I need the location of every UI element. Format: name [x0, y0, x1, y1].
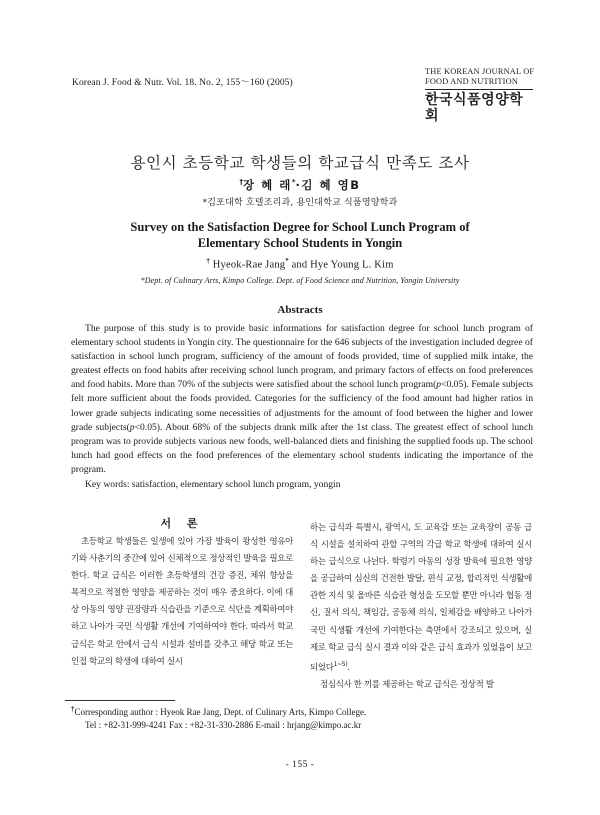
abstract-body: [71, 322, 533, 477]
masthead-rule: [425, 89, 533, 90]
footnote-line1: [71, 703, 366, 719]
citation-header: Korean J. Food & Nutr. Vol. 18. No. 2, 155～160 (2005): [72, 78, 293, 88]
title-english: [60, 219, 540, 251]
journal-masthead: [425, 67, 537, 124]
author-separator: ·: [295, 178, 302, 192]
title-english-line2: Elementary School Students in Yongin: [197, 236, 403, 250]
footnote: [71, 703, 366, 732]
author-1-en: Hyeok-Rae Jang: [212, 259, 286, 271]
journal-name-line1: THE KOREAN JOURNAL OF: [425, 67, 535, 76]
corresponding-mark: †: [239, 178, 243, 187]
body-column-left: [71, 533, 293, 670]
author-2: 김 혜 영B: [301, 178, 361, 192]
footnote-author: Corresponding author : Hyeok Rae Jang, Dept. of Culinary Arts, Kimpo College.: [74, 707, 367, 717]
p-symbol: p: [436, 379, 442, 391]
journal-name-korean: 한국식품영양학회: [425, 92, 524, 124]
intro-paragraph-2: 점심식사 한 끼를 제공하는 학교 급식은 정상적 발: [320, 678, 494, 689]
footnote-mark: †: [71, 705, 75, 713]
introduction-heading: 서 론: [160, 517, 204, 530]
abstract-heading: Abstracts: [277, 304, 323, 316]
abstract-part2: <0.05). Female subjects felt more sufficient about the foods provided. Categories for the sufficiency of the food amount had higher ratios in lower grade subjects indicating some necessities of adjustments for the amount of food between the higher and lower grade subjects(: [71, 379, 533, 433]
affiliation-korean: *김포대학 호텔조리과, 용인대학교 식품영양학과: [202, 198, 398, 208]
title-korean: 용인시 초등학교 학생들의 학교급식 만족도 조사: [130, 154, 470, 172]
footnote-rule: [65, 700, 175, 701]
intro-paragraph-1-cont: [310, 519, 532, 676]
abstract-part1: The purpose of this study is to provide basic informations for satisfaction degree for school lunch program of elementary school students in Yongin city. The questionnaire for the 646 subjects of the investigation included degree of satisfaction in school lunch program, sufficiency of the amount of foods provided, time of supplied milk intake, the greatest effects on food habits after receiving school lunch program, and primary factors of effects on food preferences and food habits. More than 70% of the subjects were satisfied about the school lunch program(: [71, 323, 533, 391]
keywords: Key words: satisfaction, elementary school lunch program, yongin: [85, 479, 341, 490]
affiliation-mark: *: [291, 178, 296, 187]
corresponding-mark-en: †: [206, 257, 210, 265]
p-symbol: p: [129, 421, 135, 433]
body-column-right: [310, 519, 532, 693]
sentence-end: .: [347, 661, 350, 672]
footnote-line2: Tel : +82-31-999-4241 Fax : +82-31-330-2886 E-mail : hrjang@kimpo.ac.kr: [85, 720, 362, 730]
affiliation-mark-en: *: [285, 257, 289, 265]
intro-paragraph-1-cont-text: 하는 급식과 특별시, 광역시, 도 교육감 또는 교육장이 공동 급식 시설을 설치하여 관할 구역의 각급 학교 학생에 대하여 실시하는 급식으로 나뉜다. 학령기 아동의 성장 발육에 필요한 영양을 공급하여 심신의 건전한 발달, 편식 교정, 합리적인 식생활에 관한 지식 및 올바른 식습관 형성을 도모할 뿐만 아니라 협동 정신, 질서 의식, 책임감, 공동체 의식, 일체감을 배양하고 나아가 국민 식생활 개선에 기여한다는 측면에서 강조되고 있으며, 실제로 학교 급식 실시 결과 이와 같은 급식 효과가 있었음이 보고되었다: [310, 522, 532, 672]
abstract-part3: <0.05). About 68% of the subjects drank milk after the 1st class. The greatest effect of school lunch program was to provide subjects various new foods, well-balanced diets and finishing the supplied foods up. The school lunch had good effects on the food preferences of the elementary school students indicating the importance of the program.: [71, 421, 534, 475]
affiliation-english: *Dept. of Culinary Arts, Kimpo College. Dept. of Food Science and Nutrition, Yongin University: [140, 276, 460, 285]
authors-english: [0, 257, 600, 271]
author-1: 장 혜 래: [243, 178, 292, 192]
authors-korean: [0, 177, 600, 193]
citation-ref: 1~5): [333, 660, 348, 668]
intro-paragraph-1: 초등학교 학생들은 일생에 있어 가장 발육이 왕성한 영유아기와 사춘기의 중간에 있어 신체적으로 정상적인 발육을 필요로 한다. 학교 급식은 이러한 초등학생의 건강 증진, 체위 향상을 목적으로 적절한 영양을 제공하는 것이 매우 중요하다. 이에 대상 아동의 영양 권장량과 식습관을 기준으로 식단을 계획하여야 하고 나아가 국민 식생활 개선에 기여하여야 한다. 따라서 학교 급식은 학교 안에서 급식 시설과 설비를 갖추고 해당 학교 또는 인접 학교의 학생에 대하여 실시: [71, 536, 293, 666]
title-english-line1: Survey on the Satisfaction Degree for School Lunch Program of: [130, 220, 470, 234]
journal-name-line2: FOOD AND NUTRITION: [425, 77, 519, 86]
page-number: - 155 -: [285, 760, 315, 770]
authors-rest-en: and Hye Young L. Kim: [291, 259, 394, 271]
